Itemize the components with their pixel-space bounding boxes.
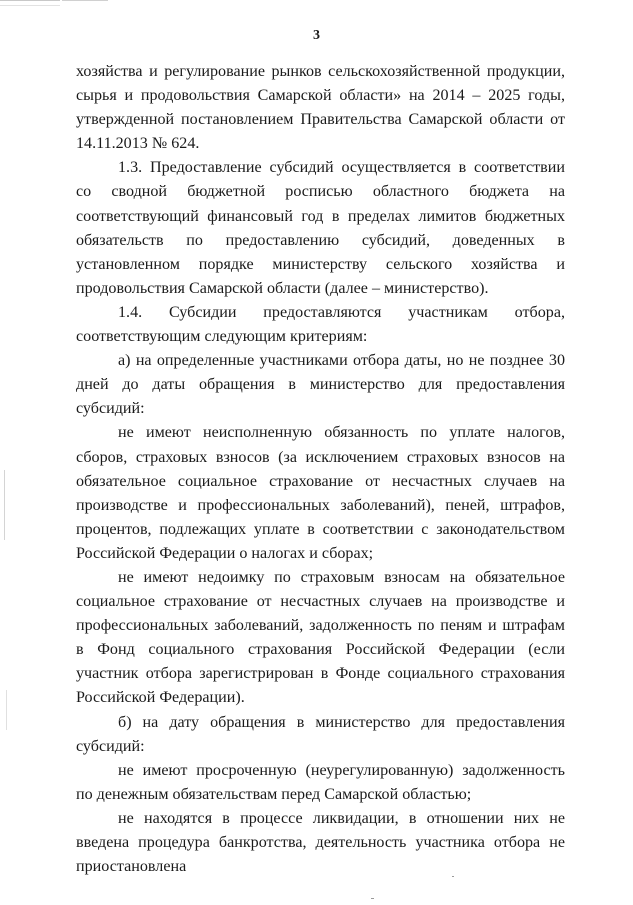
- paragraph-criteria-a-taxes: не имеют неисполненную обязанность по уплате налогов, сборов, страховых взносов (за исключением страховых взносов на обязательное социальное страхование от несчастных случаев на производстве и профессиональных заболеваний), пеней, штрафов, процентов, подлежащих уплате в соответствии с законодательством Российской Федерации о налогах и сборах;: [76, 424, 565, 562]
- scan-speck: [371, 898, 374, 899]
- paragraph-criteria-b-liquidation: не находятся в процессе ликвидации, в отношении них не введена процедура банкротства, деятельность участника отбора не приостановлена: [76, 809, 565, 876]
- paragraph-1-3: 1.3. Предоставление субсидий осуществляется в соответствии со сводной бюджетной росписью областного бюджета на соответствующий финансовый год в пределах лимитов бюджетных обязательств по предоставлению субсидий, доведенных в установленном порядке министерству сельского хозяйства и продовольствия Самарской области (далее – министерство).: [76, 159, 565, 297]
- scan-artifact-top: [0, 0, 60, 6]
- paragraph-continuation: хозяйства и регулирование рынков сельскохозяйственной продукции, сырья и продовольствия Самарской области» на 2014 – 2025 годы, утвержденной постановлением Правительства Самарской области от 14.11.2013 № 624.: [76, 63, 565, 153]
- scan-artifact-left-edge-lower: [6, 690, 7, 730]
- scan-artifact-left-edge: [4, 470, 5, 540]
- paragraph-criteria-a: а) на определенные участниками отбора даты, но не позднее 30 дней до даты обращения в министерство для предоставления субсидий:: [76, 352, 565, 418]
- page-number: 3: [313, 28, 320, 43]
- paragraph-1-4: 1.4. Субсидии предоставляются участникам отбора, соответствующим следующим критериям:: [76, 303, 565, 346]
- document-body: [76, 60, 565, 879]
- scan-artifact-top-secondary: [62, 0, 108, 3]
- scan-speck: [452, 876, 454, 877]
- paragraph-criteria-a-insurance: не имеют недоимку по страховым взносам на обязательное социальное страхование от несчастных случаев на производстве и профессиональных заболеваний, задолженность по пеням и штрафам в Фонд социального страхования Российской Федерации (если участник отбора зарегистрирован в Фонде социального страхования Российской Федерации).: [76, 568, 565, 707]
- paragraph-criteria-b-debt: не имеют просроченную (неурегулированную) задолженность по денежным обязательствам перед Самарской областью;: [76, 761, 565, 803]
- paragraph-criteria-b: б) на дату обращения в министерство для предоставления субсидий:: [76, 713, 565, 755]
